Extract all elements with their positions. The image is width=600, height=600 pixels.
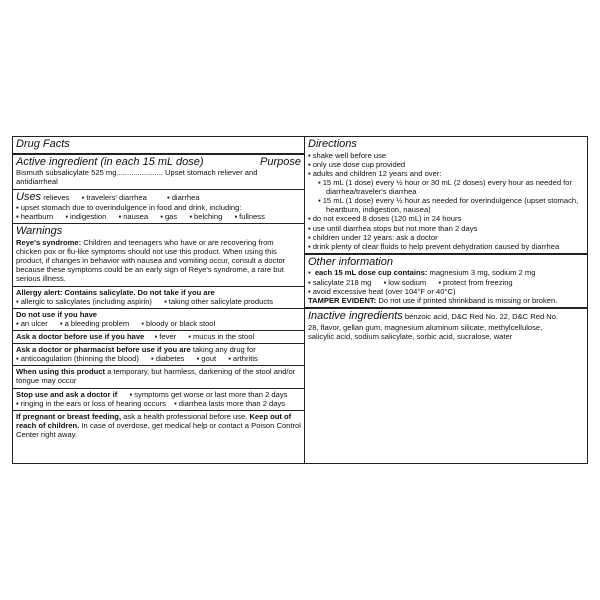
directions-sub-item: ▪ 15 mL (1 dose) every ½ hour as needed for overindulgence (upset stomach, heartburn, indigestion, nausea) (308, 196, 584, 214)
warnings-section (13, 224, 304, 286)
do-not-use-item: ▪ an ulcer (16, 319, 48, 328)
uses-item: ▪ indigestion (65, 212, 106, 221)
active-ingredient-text: Bismuth subsalicylate 525 mg (16, 168, 117, 178)
uses-item: ▪ gas (160, 212, 177, 221)
stop-use-item: ▪ diarrhea lasts more than 2 days (174, 399, 285, 408)
ask-pharmacist-item: ▪ gout (197, 354, 216, 363)
reyes-heading: Reye's syndrome: (16, 238, 82, 247)
stop-use-section (13, 389, 304, 411)
do-not-use-heading: Do not use if you have (16, 309, 98, 319)
ask-pharmacist-section (13, 344, 304, 366)
allergy-item: ▪ allergic to salicylates (including aspirin) (16, 297, 152, 306)
uses-item: ▪ upset stomach due to overindulgence in food and drink, including: (16, 203, 301, 212)
uses-heading: Uses (16, 190, 42, 203)
ask-pharmacist-item: ▪ diabetes (151, 354, 184, 363)
drug-facts-header (13, 137, 304, 155)
directions-item: ▪ do not exceed 8 doses (120 mL) in 24 hours (308, 214, 584, 223)
do-not-use-section (13, 309, 304, 331)
directions-item: ▪ only use dose cup provided (308, 160, 584, 169)
ask-doctor-heading: Ask a doctor before use if you have (16, 331, 145, 341)
when-using-heading: When using this product (16, 367, 106, 377)
uses-item: ▪ fullness (234, 212, 264, 221)
purpose-text: Upset stomach reliever and antidiarrheal (16, 168, 258, 187)
reyes-text: Children and teenagers who have or are recovering from chicken pox or flu-like symptoms should not use this product. When using this product, if changes in behavior with nausea and vomiting occur, consult a doctor because these symptoms could be an early sign of Reye's syndrome, a rare but serious illness. (16, 238, 286, 284)
directions-item: ▪ shake well before use (308, 151, 584, 160)
ask-doctor-section (13, 331, 304, 344)
allergy-heading: Allergy alert: Contains salicylate. Do not take if you are (16, 287, 215, 297)
dose-heading: each 15 mL dose cup contains: (314, 268, 428, 278)
ask-doctor-item: ▪ fever (155, 332, 177, 341)
other-info-item: ▪ avoid excessive heat (over 104°F or 40°C) (308, 287, 584, 296)
uses-section (13, 190, 304, 225)
directions-item: ▪ drink plenty of clear fluids to help prevent dehydration caused by diarrhea (308, 242, 584, 251)
inactive-section (305, 309, 587, 463)
dose-text: magnesium 3 mg, sodium 2 mg (429, 268, 536, 278)
when-using-text: a temporary, but harmless, darkening of the stool and/or tongue may occur (16, 367, 296, 386)
purpose-heading: Purpose (260, 155, 301, 168)
ask-pharmacist-item: ▪ arthritis (228, 354, 258, 363)
active-ingredient-heading: Active ingredient (in each 15 mL dose) (16, 155, 204, 168)
directions-item: ▪ adults and children 12 years and over: (308, 169, 584, 178)
uses-intro: relieves (43, 192, 70, 202)
warnings-heading: Warnings (16, 225, 63, 238)
other-info-section (305, 255, 587, 309)
uses-item: ▪ diarrhea (167, 193, 200, 202)
stop-use-item: ▪ symptoms get worse or last more than 2 days (130, 390, 288, 399)
pregnant-text: ask a health professional before use. (123, 411, 248, 421)
keep-out-text: Keep out of reach of children. (16, 411, 292, 430)
allergy-item: ▪ taking other salicylate products (164, 297, 273, 306)
allergy-section (13, 287, 304, 309)
stop-use-heading: Stop use and ask a doctor if (16, 389, 118, 399)
ask-pharmacist-item: ▪ anticoagulation (thinning the blood) (16, 354, 139, 363)
inactive-text: benzoic acid, D&C Red No. 22, D&C Red No. 28, flavor, gellan gum, magnesium aluminum silicate, methylcellulose, salicylic acid, sodium salicylate, sorbic acid, sucralose, water (308, 311, 559, 341)
directions-sub-item: ▪ 15 mL (1 dose) every ½ hour or 30 mL (2 doses) every hour as needed for diarrhea/traveler's diarrhea (308, 178, 584, 196)
uses-item: ▪ travelers' diarrhea (82, 193, 147, 202)
leader-dots: ...................... (116, 168, 163, 178)
other-info-item: ▪ low sodium (384, 278, 427, 287)
other-info-heading: Other information (308, 255, 393, 268)
directions-heading: Directions (308, 138, 357, 150)
pregnant-heading: If pregnant or breast feeding, (16, 411, 122, 421)
uses-item: ▪ nausea (118, 212, 148, 221)
uses-item: ▪ heartburn (16, 212, 53, 221)
other-info-item: ▪ protect from freezing (438, 278, 512, 287)
tamper-text: Do not use if printed shrinkband is missing or broken. (378, 295, 558, 305)
ask-pharmacist-heading: Ask a doctor or pharmacist before use if you are (16, 345, 191, 355)
drug-facts-label (12, 136, 588, 464)
right-column (305, 137, 587, 463)
tamper-heading: TAMPER EVIDENT: (308, 295, 377, 305)
do-not-use-item: ▪ bloody or black stool (141, 319, 215, 328)
ask-doctor-item: ▪ mucus in the stool (188, 332, 254, 341)
when-using-section (13, 366, 304, 388)
directions-item: ▪ use until diarrhea stops but not more than 2 days (308, 224, 584, 233)
drug-facts-title: Drug Facts (16, 138, 70, 150)
active-ingredient-section (13, 155, 304, 190)
stop-use-item: ▪ ringing in the ears or loss of hearing occurs (16, 399, 166, 408)
other-info-item: ▪ salicylate 218 mg (308, 278, 371, 287)
inactive-heading: Inactive ingredients (308, 309, 403, 322)
directions-section (305, 137, 587, 255)
overdose-text: In case of overdose, get medical help or contact a Poison Control Center right away. (16, 420, 301, 439)
left-column (13, 137, 305, 463)
ask-pharmacist-intro: taking any drug for (192, 345, 256, 355)
uses-item: ▪ belching (189, 212, 222, 221)
directions-item: ▪ children under 12 years: ask a doctor (308, 233, 584, 242)
pregnant-section (13, 411, 304, 441)
do-not-use-item: ▪ a bleeding problem (60, 319, 129, 328)
